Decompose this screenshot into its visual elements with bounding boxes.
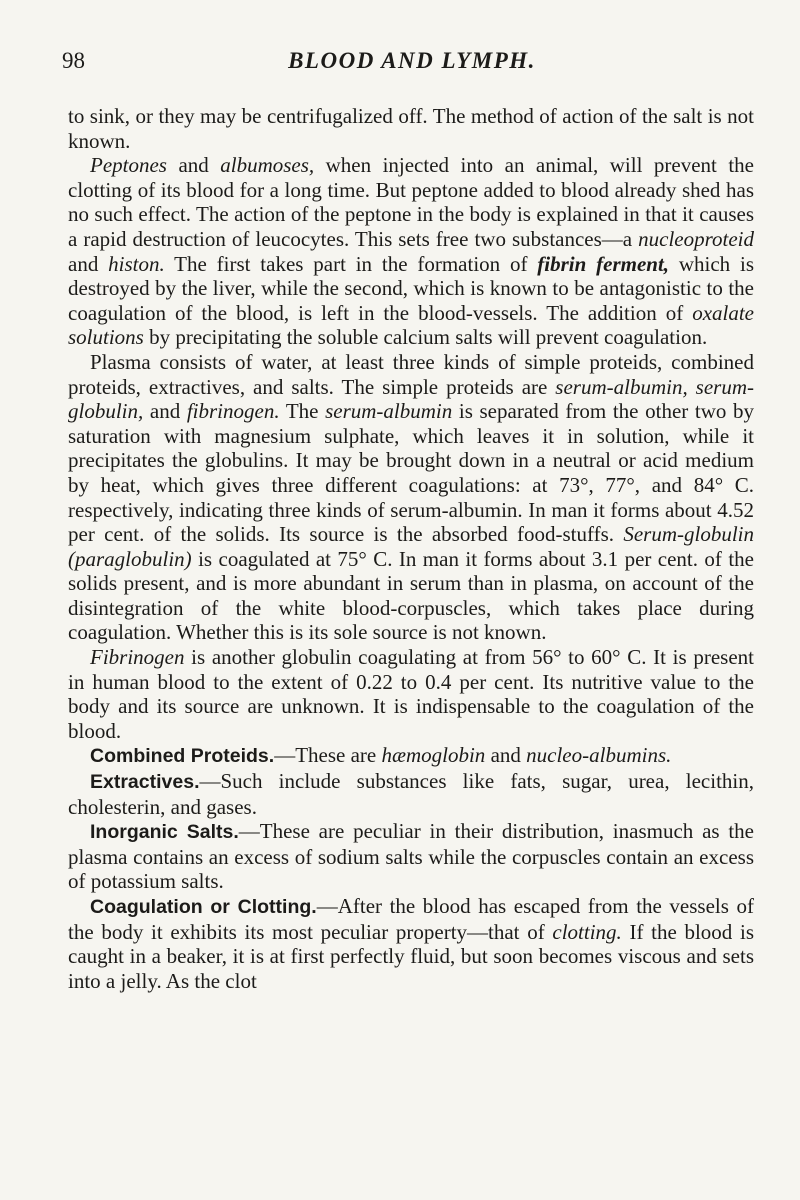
paragraph-extractives: Extractives.—Such include substances like fats, sugar, urea, lecithin, cholesterin, and gases. (68, 769, 754, 819)
paragraph-coagulation: Coagulation or Clotting.—After the blood has escaped from the vessels of the body it exhibits its most peculiar property—that of clotting. If the blood is caught in a beaker, it is at first perfectly fluid, but soon becomes viscous and sets into a jelly. As the clot (68, 894, 754, 993)
running-title: BLOOD AND LYMPH. (288, 48, 536, 73)
paragraph-1: to sink, or they may be centrifugalized off. The method of action of the salt is not known. (68, 104, 754, 153)
paragraph-plasma: Plasma consists of water, at least three kinds of simple proteids, combined proteids, extractives, and salts. The simple proteids are serum-albumin, serum-globulin, and fibrinogen. The serum-albumin is separated from the other two by saturation with magnesium sulphate, which leaves it in solution, while it precipitates the globulins. It may be brought down in a neutral or acid medium by heat, which gives three different coagulations: at 73°, 77°, and 84° C. respectively, indicating three kinds of serum-albumin. In man it forms about 4.52 per cent. of the solids. Its source is the absorbed food-stuffs. Serum-globulin (paraglobulin) is coagulated at 75° C. In man it forms about 3.1 per cent. of the solids present, and is more abundant in serum than in plasma, on account of the disintegration of the white blood-corpuscles, which takes place during coagulation. Whether this is its sole source is not known. (68, 349, 754, 645)
paragraph-inorganic-salts: Inorganic Salts.—These are peculiar in their distribution, inasmuch as the plasma contains an excess of sodium salts while the corpuscles contain an excess of potassium salts. (68, 819, 755, 894)
paragraph-combined-proteids: Combined Proteids.—These are hæmoglobin and nucleo-albumins. (90, 743, 672, 768)
page-number: 98 (62, 48, 85, 73)
section-heading: Extractives. (90, 771, 200, 794)
body-text (68, 104, 754, 993)
paragraph-peptones: Peptones and albumoses, when injected into an animal, will prevent the clotting of its blood for a long time. But peptone added to blood already shed has no such effect. The action of the peptone in the body is explained in that it causes a rapid destruction of leucocytes. This sets free two substances—a nucleoproteid and histon. The first takes part in the formation of fibrin ferment, which is destroyed by the liver, while the second, which is known to be antagonistic to the coagulation of the blood, is left in the blood-vessels. The addition of oxalate solutions by precipitating the soluble calcium salts will prevent coagulation. (68, 153, 755, 350)
page-header (62, 48, 762, 82)
section-heading: Combined Proteids. (90, 745, 275, 768)
section-heading: Inorganic Salts. (90, 821, 239, 844)
section-heading: Coagulation or Clotting. (90, 896, 317, 918)
paragraph-fibrinogen: Fibrinogen is another globulin coagulating at from 56° to 60° C. It is present in human blood to the extent of 0.22 to 0.4 per cent. Its nutritive value to the body and its source are unknown. It is indispensable to the coagulation of the blood. (68, 645, 754, 743)
